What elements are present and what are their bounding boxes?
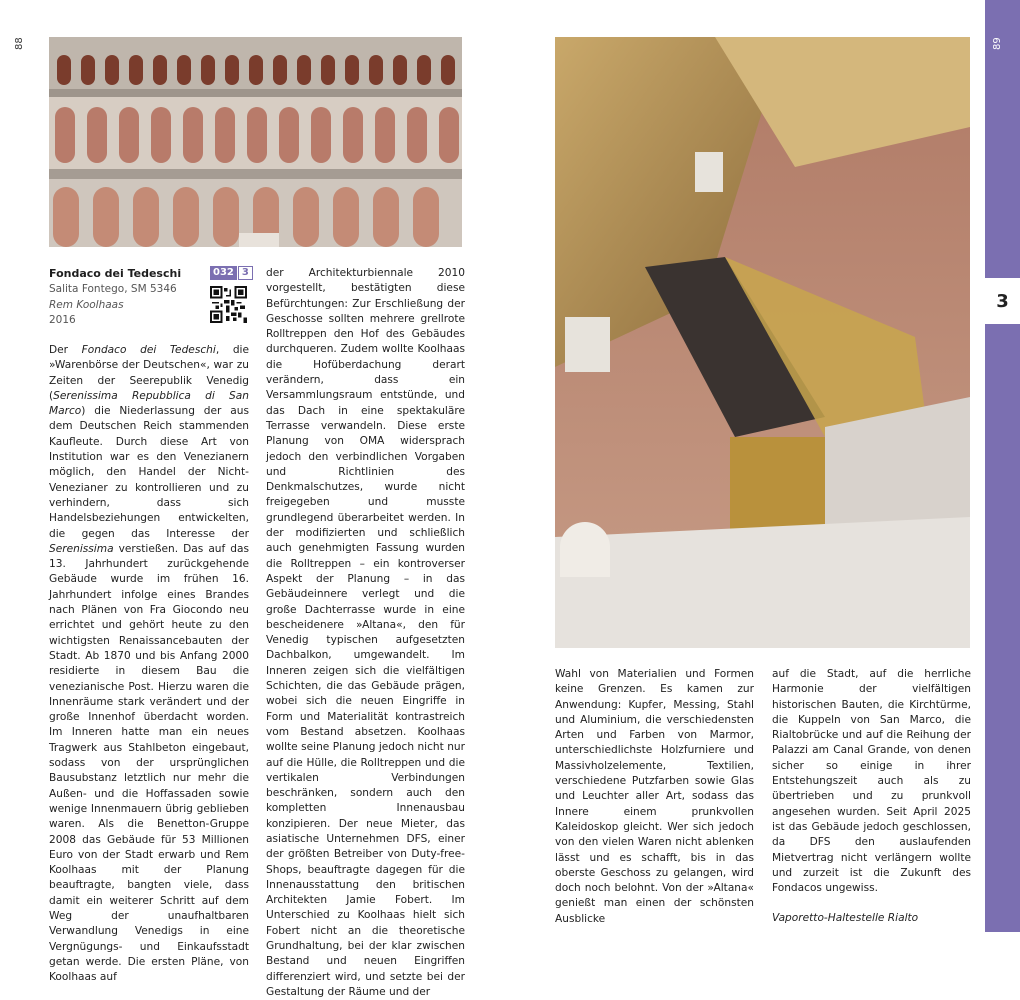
entry-title: Fondaco dei Tedeschi — [49, 267, 182, 280]
text-run: Der — [49, 344, 82, 356]
text-run: , die »Warenbörse der Deutschen«, war zu Zeiten der Seerepublik Venedig ( — [49, 344, 250, 402]
paragraph-continued: Wahl von Materialien und Formen keine Grenzen. Es kamen zur Anwendung: Kupfer, Messing, Stahl und Aluminium, die verschiedensten Arten und Farben von Marmor, unterschiedlichste Holzfurniere und Massivholzelemente, Textilien, verschiedene Putzfarben sowie Glas und Leuchter aller Art, sodass das Innere einem prunkvollen Kaleidoskop gleicht. Wer sich jedoch von den vielen Waren nicht ablenken lässt und es schafft, bis in das oberste Geschoss zu gelangen, wird doch noch belohnt. Von der »Altana« genießt man einen der schönsten Ausblicke — [555, 668, 754, 925]
text-column-3 — [555, 667, 754, 927]
text-run-italic: Serenissima Repubblica di San Marco — [49, 389, 249, 418]
entry-architect: Rem Koolhaas — [49, 298, 124, 311]
text-run: ) die Niederlassung der aus dem Deutschen Reich stammenden Kaufleute. Durch diese Art von Institution war es den Venezianern möglich, den Handel der Nicht-Venezianer zu kontrollieren und zu verhindern, dass sich Handelsbeziehungen entwickelten, die gegen das Interesse der — [49, 405, 249, 540]
text-run-italic: Serenissima — [49, 542, 114, 555]
staircase-photo — [555, 37, 970, 648]
entry-code-suffix: 3 — [238, 266, 253, 280]
text-column-2 — [266, 266, 465, 1000]
entry-address: Salita Fontego, SM 5346 — [49, 283, 177, 295]
page-number-right: 89 — [992, 37, 1003, 50]
courtyard-photo — [49, 37, 462, 247]
page-number-left: 88 — [14, 37, 25, 50]
entry-year: 2016 — [49, 314, 76, 326]
vaporetto-stop: Vaporetto-Haltestelle Rialto — [772, 912, 919, 925]
chapter-side-bar — [985, 0, 1020, 932]
qr-code-icon[interactable] — [210, 286, 247, 323]
paragraph-end: auf die Stadt, auf die herrliche Harmonie der vielfältigen historischen Bauten, die Kirchtürme, die Kuppeln von San Marco, die Rialtobrücke und auf die Reihung der Palazzi am Canal Grande, von denen sicher so einige in ihrer Entstehungszeit auch als zu übertrieben und zu prunkvoll angesehen wurden. Seit April 2025 ist das Gebäude jedoch geschlossen, da DFS den auslaufenden Mietvertrag nicht verlängern wollte und zurzeit ist die Zukunft des Fondacos ungewiss. — [772, 668, 971, 895]
text-run-italic: Fondaco dei Tedeschi — [81, 344, 216, 356]
entry-code-badge — [210, 266, 253, 280]
chapter-tab: 3 — [985, 278, 1020, 324]
paragraph-intro — [49, 343, 249, 985]
entry-code: 032 — [210, 266, 237, 280]
text-column-1 — [49, 343, 249, 985]
text-run: verstießen. Das auf das 13. Jahrhundert zurückgehende Gebäude wurde im frühen 16. Jahrhundert infolge eines Brandes nach Plänen von Fra Giocondo neu errichtet und gehört heute zu den wichtigsten Renaissancebauten der Stadt. Ab 1870 und bis Anfang 2000 residierte in diesem Bau die venezianische Post. Hierzu waren die Innenräume stark verändert und der große Innenhof überdacht worden. Im Inneren hatte man ein neues Tragwerk aus Stahlbeton eingebaut, sodass von der ursprünglichen Bausubstanz letztlich nur mehr die Außen- und die Hoffassaden sowie wenige Innenmauern übrig geblieben waren. Als die Benetton-Gruppe 2008 das Gebäude für 53 Millionen Euro von der Stadt erwarb und Rem Koolhaas mit der Planung beauftragte, bangten viele, dass damit ein weiterer Schritt auf dem Weg der unaufhaltbaren Verwandlung Venedigs in eine Vergnügungs- und Einkaufsstadt getan werde. Die ersten Pläne, von Koolhaas auf — [49, 542, 249, 984]
paragraph-continued: der Architekturbiennale 2010 vorgestellt, bestätigten diese Befürchtungen: Zur Erschließung der Geschosse sollten mehrere grellrote Rolltreppen den Hof des Gebäudes durchqueren. Zudem wollte Koolhaas die Hofüberdachung derart verändern, dass ein Versammlungsraum entstünde, und das Dach in eine spektakuläre Terrasse verwandeln. Diese erste Planung von OMA widersprach jedoch den verbindlichen Vorgaben und Richtlinien des Denkmalschutzes, wurde nicht freigegeben und musste grundlegend überarbeitet werden. In der modifizierten und schließlich auch genehmigten Fassung wurden die Rolltreppen – ein kontroverser Aspekt der Planung – in das Gebäudeinnere verlegt und die große Dachterrasse wurde in eine bescheidenere »Altana«, den für Venedig typischen aufgesetzten Dachbalkon, umgewandelt. Im Inneren zeigen sich die vielfältigen Schichten, die das Gebäude prägen, wobei sich die neuen Eingriffe in Form und Materialität kontrastreich vom Bestand absetzen. Koolhaas wollte seine Planung jedoch nicht nur auf die Hülle, die Rolltreppen und die vertikalen Verbindungen beschränken, sondern auch den kompletten Innenausbau konzipieren. Der neue Mieter, das asiatische Unternehmen DFS, einer der größten Betreiber von Duty-free-Shops, beauftragte dagegen für die Innenausstattung den britischen Architekten Jamie Fobert. Im Unterschied zu Koolhaas hielt sich Fobert nicht an die theoretische Grundhaltung, bei der klar zwischen Bestand und neuen Eingriffen differenziert wird, und setzte bei der Gestaltung der Räume und der — [266, 267, 465, 998]
text-column-4 — [772, 667, 971, 927]
